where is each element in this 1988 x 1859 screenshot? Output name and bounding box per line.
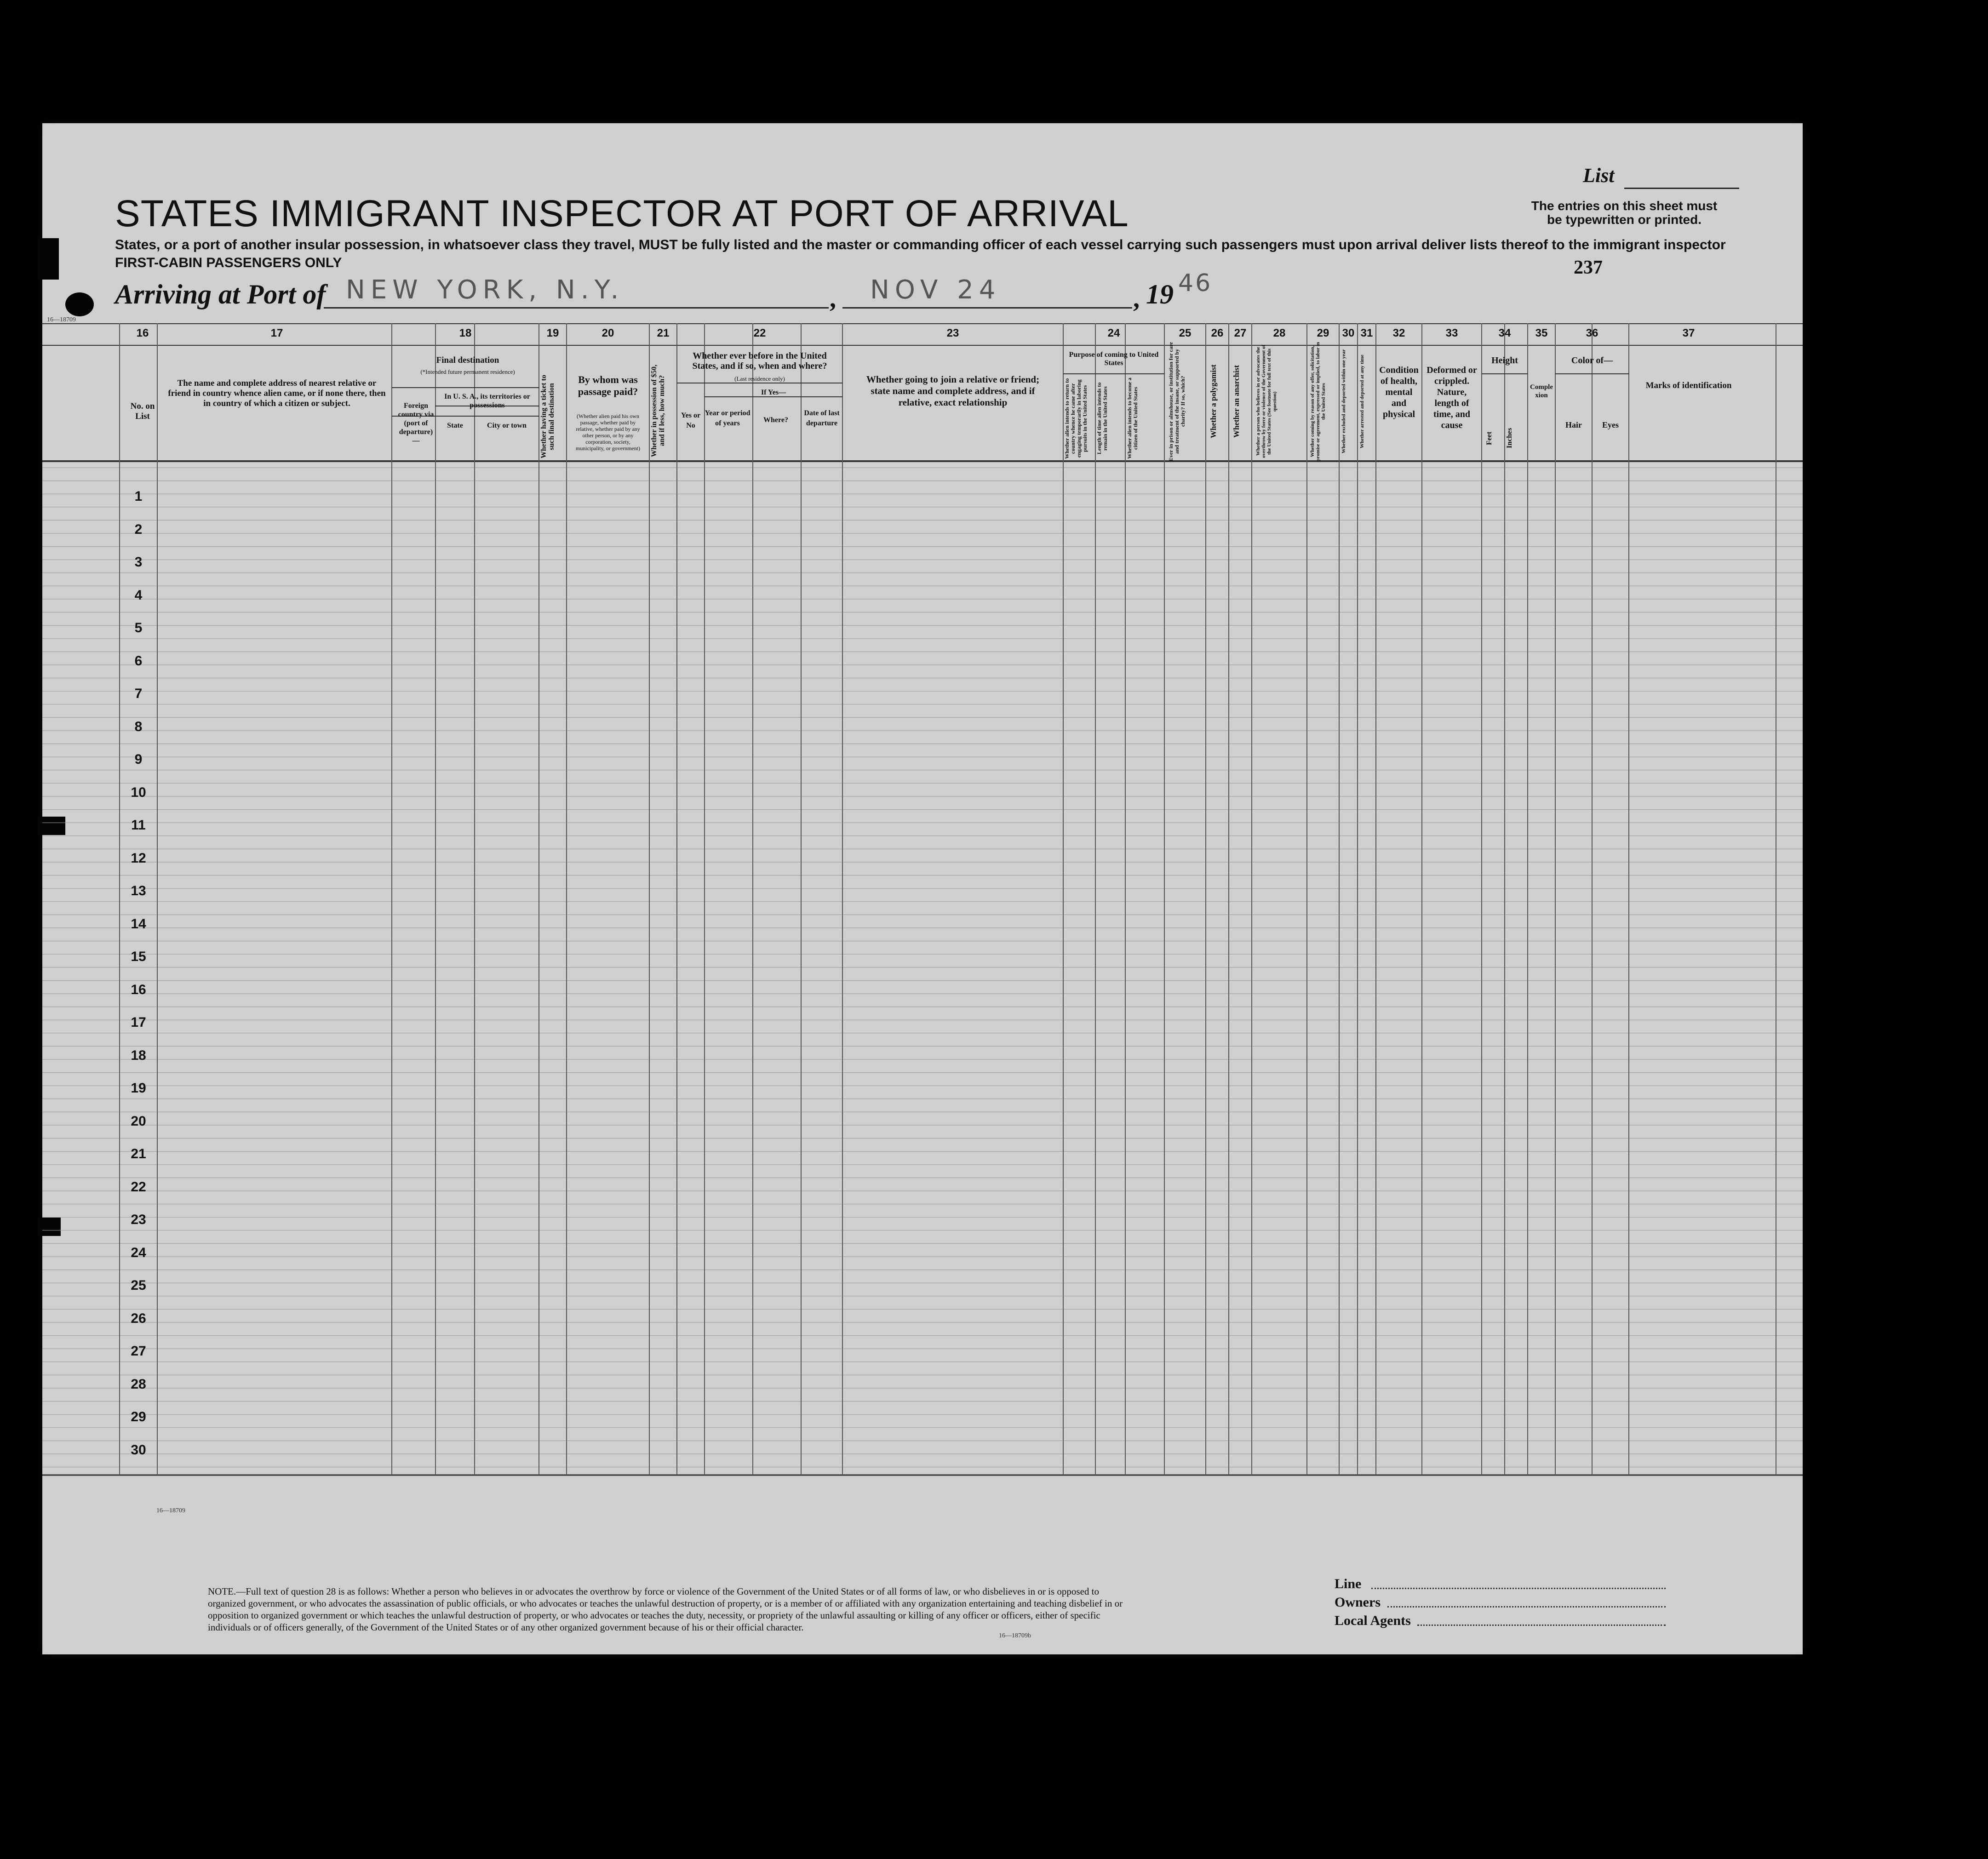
header-polygamist: Whether a polygamist: [1209, 364, 1218, 439]
row-number: 12: [131, 850, 146, 866]
col-number: 17: [270, 327, 283, 339]
header-yes-or-no: Yes or No: [681, 412, 701, 429]
header-nearest-relative: The name and complete address of nearest relative or friend in country whence alien came, or if none there, then in country of which a citizen or subject.: [168, 378, 386, 408]
class-note: FIRST-CABIN PASSENGERS ONLY: [115, 255, 342, 270]
header-join-relative: Whether going to join a relative or friend; state name and complete address, and if relative, exact relationship: [866, 374, 1040, 408]
year-prefix: 19: [1146, 279, 1174, 309]
header-if-yes: If Yes—: [761, 389, 786, 396]
col-number: 33: [1445, 327, 1458, 339]
footer-line-label: Line: [1335, 1576, 1362, 1591]
header-marks: Marks of identification: [1645, 381, 1732, 390]
header-ever-before-sub: (Last residence only): [734, 375, 785, 382]
table-grid: [42, 323, 1803, 1537]
row-number: 27: [131, 1344, 146, 1359]
header-purpose-b: Length of time alien intends to remain in the United States: [1096, 382, 1108, 455]
col-number: 30: [1342, 327, 1355, 339]
row-number: 29: [131, 1409, 146, 1424]
header-overthrow: Whether a person who believes in or advocates the overthrow by force or violence of the Government of the United States (See footnote for full text of this question): [1255, 344, 1278, 458]
header-color-of: Color of—: [1571, 355, 1613, 366]
header-prison: Ever in prison or almshouse, or institution for care and treatment of the insane, or supported by charity? If so, which?: [1168, 342, 1186, 461]
comma: ,: [830, 285, 836, 313]
footer-agents-label: Local Agents: [1335, 1613, 1411, 1628]
list-underline: [1624, 188, 1739, 189]
col-number: 16: [136, 327, 149, 339]
row-number: 18: [131, 1047, 146, 1063]
footer-owners-blank: [1387, 1606, 1666, 1607]
row-number: 1: [134, 489, 143, 504]
header-final-destination: Final destination: [436, 355, 499, 365]
row-number: 11: [131, 818, 146, 833]
col-number: 25: [1179, 327, 1192, 339]
row-number: 2: [134, 521, 143, 537]
manifest-sheet: [42, 123, 1803, 1654]
header-hair: Hair: [1565, 420, 1582, 429]
manifest-table: [42, 323, 1803, 1537]
col-number: 27: [1234, 327, 1247, 339]
col-number: 36: [1586, 327, 1598, 339]
footer-line-blank: [1371, 1588, 1666, 1589]
binder-hole: [65, 292, 94, 316]
form-code: 16—18709: [47, 316, 76, 323]
row-number: 15: [131, 949, 146, 964]
row-number: 16: [131, 982, 146, 997]
form-code-b: 16—18709b: [999, 1632, 1031, 1639]
sheet-number: 237: [1574, 257, 1603, 278]
header-passage-paid: By whom was passage paid?: [578, 374, 638, 397]
arriving-line: [115, 279, 326, 310]
port-handwritten: NEW YORK, N.Y.: [346, 275, 624, 305]
header-arrested: Whether arrested and deported at any time: [1359, 355, 1365, 448]
date-handwritten: NOV 24: [870, 275, 1001, 305]
date-underline: [842, 307, 1132, 309]
row-number: 8: [134, 719, 143, 734]
col-number: 35: [1535, 327, 1548, 339]
header-inches: Inches: [1506, 428, 1513, 449]
header-no-on-list: No. on List: [130, 401, 155, 421]
row-number: 10: [131, 784, 146, 800]
header-possession-50: Whether in possession of $50, and if less, how much?: [650, 364, 666, 457]
col-number: 28: [1273, 327, 1286, 339]
paper-tab: [38, 238, 59, 280]
row-number: 7: [134, 686, 143, 701]
year-handwritten: 46: [1178, 269, 1213, 297]
col-number: 29: [1317, 327, 1329, 339]
header-contract: Whether coming by reason of any offer, solicitation, promise or agreement, expressed or implied, to labor in the United States: [1310, 342, 1326, 461]
row-number: 14: [131, 916, 146, 932]
header-state: State: [447, 422, 463, 429]
header-health: Condition of health, mental and physical: [1379, 365, 1419, 419]
col-number: 20: [602, 327, 614, 339]
header-purpose: Purpose of coming to United States: [1069, 351, 1159, 367]
row-number: 4: [134, 587, 143, 603]
header-in-usa: In U. S. A., its territories or possessions: [444, 393, 530, 409]
row-number: 23: [131, 1212, 146, 1227]
entries-instruction: The entries on this sheet must be typewritten or printed.: [1531, 199, 1718, 227]
row-number: 24: [131, 1245, 146, 1260]
header-passage-paid-sub: (Whether alien paid his own passage, whether paid by relative, whether paid by any other person, or by any corporation, society, municipality, or government): [575, 413, 641, 452]
header-height: Height: [1491, 355, 1518, 366]
header-ever-before: Whether ever before in the United States, and if so, when and where?: [692, 351, 827, 371]
header-feet: Feet: [1485, 431, 1493, 445]
col-number: 37: [1682, 327, 1695, 339]
row-number: 3: [134, 555, 143, 570]
arriving-label: Arriving at Port of: [115, 279, 326, 309]
header-where: Where?: [763, 416, 788, 424]
header-complexion: Complexion: [1530, 383, 1553, 399]
row-number: 20: [131, 1113, 146, 1129]
row-number: 6: [134, 653, 143, 669]
header-ticket: Whether having a ticket to such final destination: [540, 375, 556, 458]
footnote: NOTE.—Full text of question 28 is as follows: Whether a person who believes in or advocates the overthrow by force or violence of the Government of the United States or of all forms of law, or who disbelieves in or is opposed to organized government, or who advocates the assassination of public officials, or who advocates or teaches the unlawful destruction of property, or is a member of or affiliated with any organization entertaining and teaching disbelief in or opposition to organized government or which teaches the unlawful destruction of property, or who advocates or teaches the duty, necessity, or propriety of the unlawful assaulting or killing of any officer or officers, either of specific individuals or of officers generally, of the Government of the United States or of any other organized government because of his or their official character.: [208, 1586, 1123, 1633]
col-number: 23: [946, 327, 959, 339]
col-number: 34: [1498, 327, 1511, 339]
header-excluded: Whether excluded and deported within one year: [1341, 349, 1346, 454]
form-title: STATES IMMIGRANT INSPECTOR AT PORT OF ARRIVAL: [115, 193, 1129, 235]
row-number: 28: [131, 1376, 146, 1392]
header-year-period: Year or period of years: [705, 409, 751, 427]
header-final-destination-sub: (*Intended future permanent residence): [420, 368, 515, 375]
footer-agents-blank: [1417, 1624, 1666, 1626]
header-purpose-c: Whether alien intends to become a citizen of the United States: [1126, 378, 1139, 459]
row-number: 9: [134, 752, 143, 767]
col-number: 22: [753, 327, 766, 339]
header-city: City or town: [487, 422, 527, 429]
row-number: 13: [131, 883, 146, 898]
row-number: 25: [131, 1278, 146, 1293]
row-number: 26: [131, 1310, 146, 1326]
list-label: List: [1583, 164, 1615, 187]
col-number: 32: [1392, 327, 1405, 339]
form-notice: States, or a port of another insular possession, in whatsoever class they travel, MUST be fully listed and the master or commanding officer of each vessel carrying such passengers must upon arrival deliver lists thereof to the immigrant inspector: [115, 237, 1726, 252]
row-number: 5: [134, 620, 143, 635]
row-number: 17: [131, 1015, 146, 1030]
header-anarchist: Whether an anarchist: [1232, 365, 1241, 438]
row-number: 22: [131, 1179, 146, 1195]
header-deformed: Deformed or crippled. Nature, length of time, and cause: [1427, 365, 1477, 430]
comma: ,: [1133, 285, 1140, 313]
row-number: 21: [131, 1146, 146, 1161]
header-foreign-country: Foreign country via (port of departure)—: [398, 402, 434, 445]
form-code-bottom: 16—18709: [156, 1507, 185, 1514]
port-underline: [324, 307, 829, 309]
header-date-last-departure: Date of last departure: [804, 409, 840, 427]
col-number: 26: [1211, 327, 1224, 339]
col-number: 19: [546, 327, 559, 339]
row-number: 19: [131, 1081, 146, 1096]
footer-owners-label: Owners: [1335, 1595, 1381, 1610]
row-number: 30: [131, 1442, 146, 1458]
col-number: 18: [459, 327, 472, 339]
header-eyes: Eyes: [1602, 420, 1619, 429]
col-number: 21: [657, 327, 670, 339]
col-number: 24: [1107, 327, 1120, 339]
col-number: 31: [1360, 327, 1373, 339]
header-purpose-a: Whether alien intends to return to country whence he came after engaging temporarily in laboring pursuits in the United States: [1064, 378, 1088, 459]
